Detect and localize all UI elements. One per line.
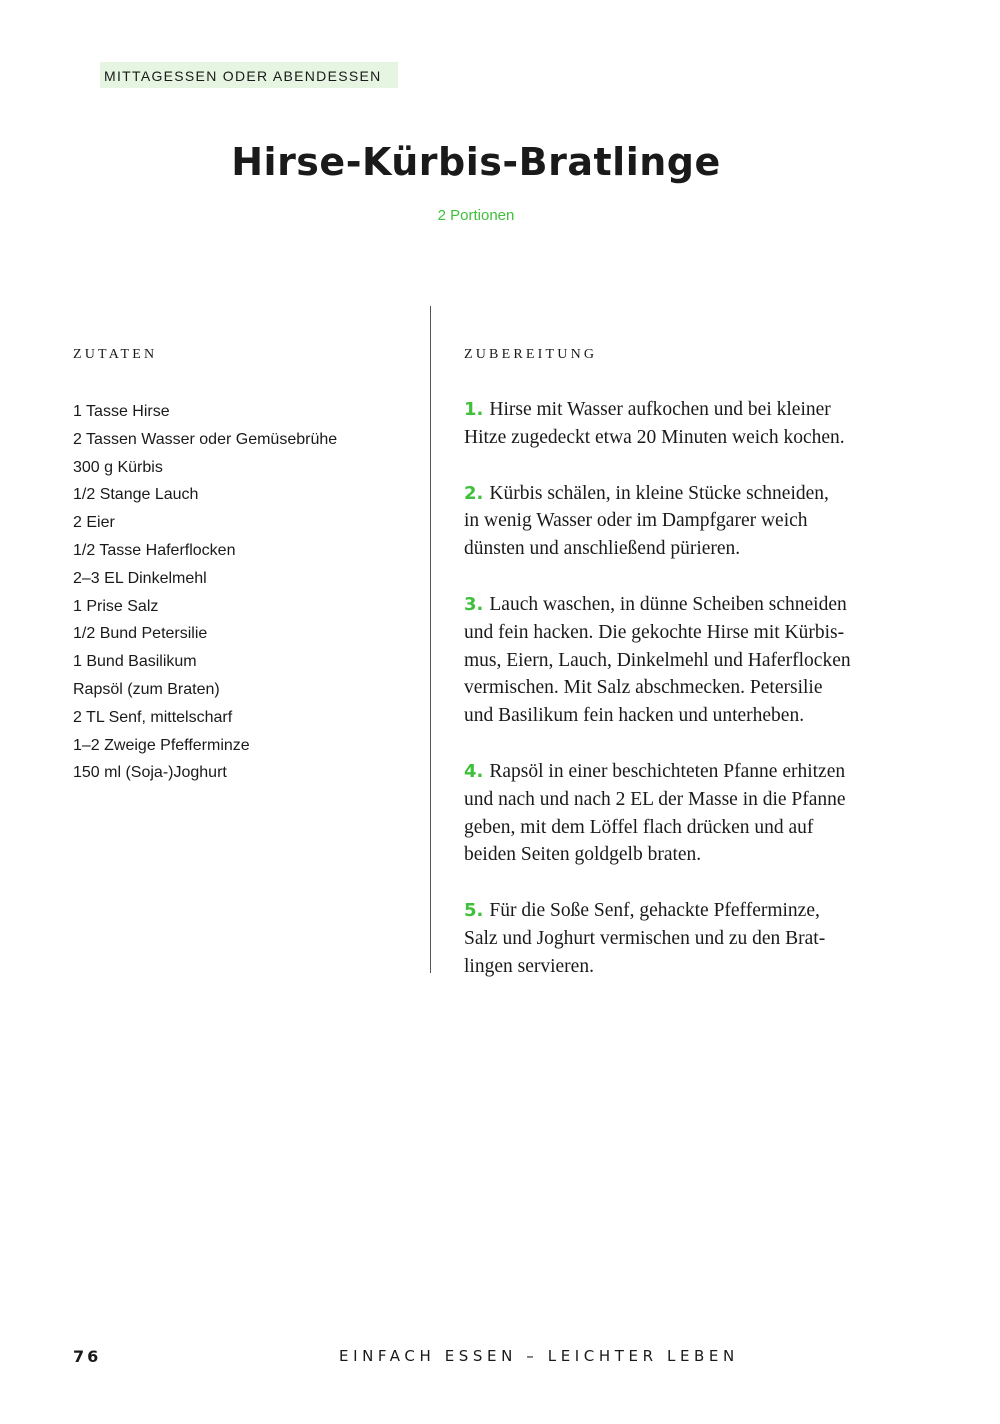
ingredient-item: 1 Tasse Hirse (73, 403, 170, 420)
step-line: lingen servieren. (464, 955, 594, 977)
step-number: 3. (464, 593, 484, 615)
step-4 (464, 758, 894, 869)
step-line: mus, Eiern, Lauch, Dinkelmehl und Haferflocken (464, 649, 851, 671)
step-number: 2. (464, 482, 484, 504)
step-line: vermischen. Mit Salz abschmecken. Petersilie (464, 677, 823, 699)
ingredient-item: 2–3 EL Dinkelmehl (73, 569, 207, 587)
ingredient-item: 1 Bund Basilikum (73, 653, 197, 671)
ingredient-item: 1 Prise Salz (73, 597, 159, 615)
category-label (100, 62, 398, 88)
portions-label: 2 Portionen (437, 207, 515, 224)
page-number: 76 (73, 1347, 102, 1366)
step-text: Lauch waschen, in dünne Scheiben schneiden (489, 593, 847, 615)
step-line (464, 480, 894, 508)
recipe-title: Hirse-Kürbis-Bratlinge (231, 140, 721, 184)
step-line: dünsten und anschließend pürieren. (464, 538, 741, 560)
step-line (464, 396, 894, 424)
ingredient-item: Rapsöl (zum Braten) (73, 680, 220, 698)
step-line: Salz und Joghurt vermischen und zu den Brat- (464, 927, 826, 949)
step-line: Hitze zugedeckt etwa 20 Minuten weich kochen. (464, 426, 845, 448)
step-line: und Basilikum fein hacken und unterheben. (464, 705, 805, 727)
ingredient-item: 2 Eier (73, 514, 115, 532)
ingredient-item: 1/2 Bund Petersilie (73, 625, 208, 643)
step-text: Für die Soße Senf, gehackte Pfefferminze, (489, 900, 820, 922)
book-title: EINFACH ESSEN – LEICHTER LEBEN (339, 1347, 739, 1365)
preparation-steps (464, 396, 894, 1009)
ingredient-item: 1–2 Zweige Pfefferminze (73, 736, 250, 754)
category-text: MITTAGESSEN ODER ABENDESSEN (104, 68, 382, 84)
step-line: und nach und nach 2 EL der Masse in die Pfanne (464, 788, 846, 810)
step-text: Hirse mit Wasser aufkochen und bei kleiner (489, 399, 831, 420)
step-number: 5. (464, 900, 484, 922)
step-number: 4. (464, 760, 484, 782)
step-line: in wenig Wasser oder im Dampfgarer weich (464, 510, 808, 532)
step-2 (464, 480, 894, 563)
ingredient-item: 1/2 Stange Lauch (73, 486, 199, 504)
ingredient-item: 150 ml (Soja-)Joghurt (73, 764, 227, 782)
column-divider (430, 306, 431, 973)
step-text: Kürbis schälen, in kleine Stücke schneiden, (489, 482, 829, 504)
step-line (464, 591, 894, 619)
step-3 (464, 591, 894, 730)
step-line (464, 758, 894, 786)
ingredient-item: 1/2 Tasse Haferflocken (73, 541, 236, 559)
step-5 (464, 897, 894, 980)
ingredients-list (73, 398, 337, 787)
step-line: geben, mit dem Löffel flach drücken und auf (464, 816, 814, 838)
step-line (464, 897, 894, 925)
step-number: 1. (464, 399, 484, 420)
step-1 (464, 396, 894, 452)
preparation-heading: ZUBEREITUNG (464, 347, 598, 362)
step-line: beiden Seiten goldgelb braten. (464, 844, 702, 866)
ingredient-item: 2 TL Senf, mittelscharf (73, 708, 233, 726)
ingredients-heading: ZUTATEN (73, 347, 158, 362)
ingredient-item: 300 g Kürbis (73, 458, 163, 476)
ingredient-item: 2 Tassen Wasser oder Gemüsebrühe (73, 430, 338, 448)
step-line: und fein hacken. Die gekochte Hirse mit Kürbis- (464, 621, 845, 643)
step-text: Rapsöl in einer beschichteten Pfanne erhitzen (489, 760, 846, 782)
